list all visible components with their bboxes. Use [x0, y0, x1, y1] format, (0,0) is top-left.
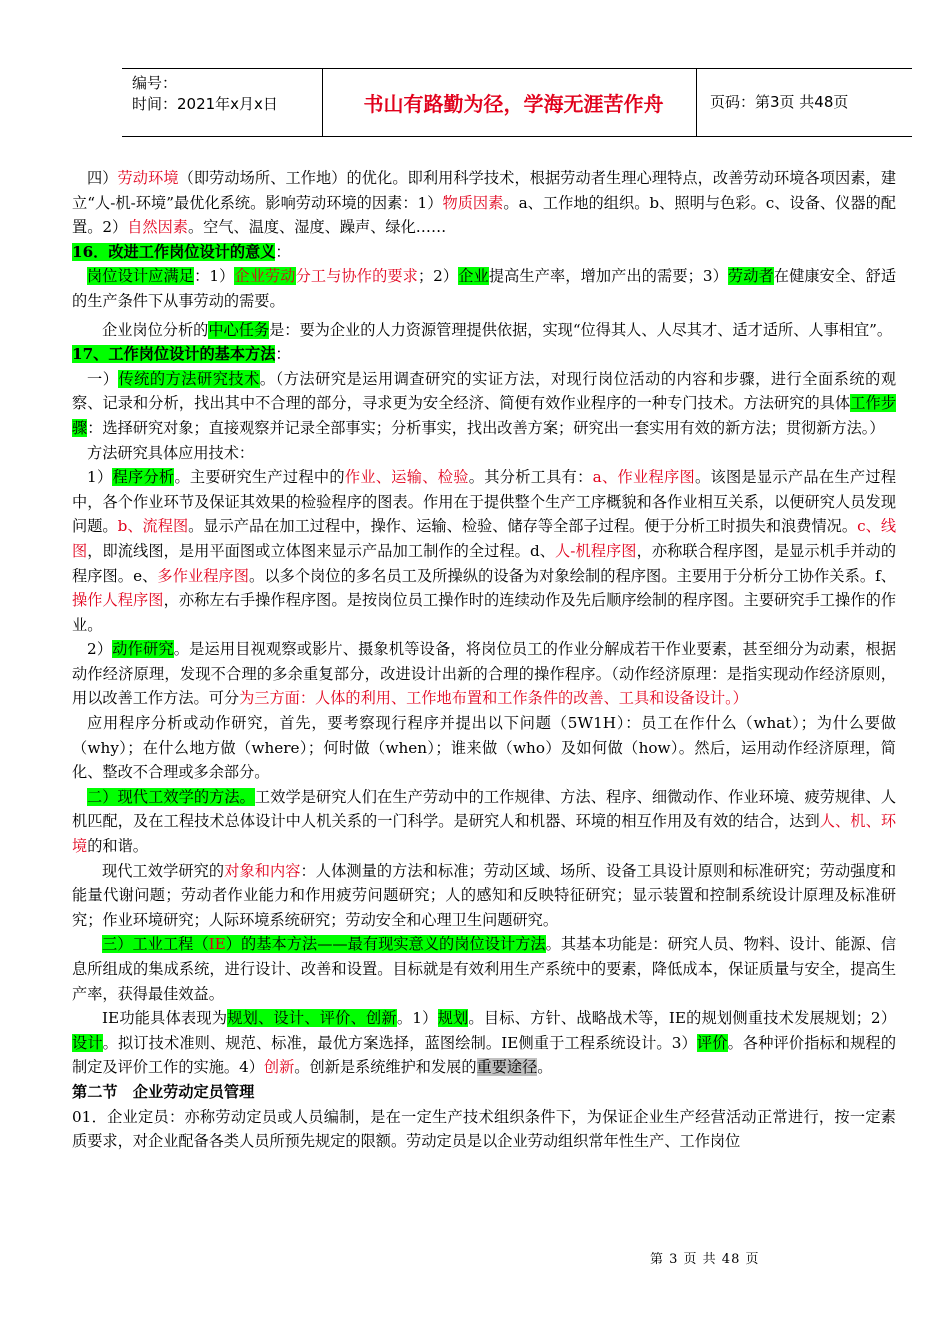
paragraph-work-environment: 四）劳动环境（即劳动场所、工作地）的优化。即利用科学技术，根据劳动者生理心理特点，改善劳动环境各项因素，建立“人-机-环境”最优化系统。影响劳动环境的因素：1）物质因素。a、工作地的组织。b、照明与色彩。c、设备、仪器的配置。2）自然因素。空气、温度、湿度、躁声、绿化…… [72, 169, 896, 237]
header-page-info: 页码：第3页 共48页 [710, 93, 849, 111]
paragraph-core-task: 企业岗位分析的中心任务是：要为企业的人力资源管理提供依据，实现“位得其人、人尽其才、适才适所、人事相宜”。 [102, 320, 893, 339]
paragraph-motion-study: 2）动作研究。是运用目视观察或影片、摄象机等设备，将岗位员工的作业分解成若干作业要素，甚至细分为动素，根据动作经济原理，发现不合理的多余重复部分，改进设计出新的合理的操作程序。（动作经济原理：是指实现动作经济原则，用以改善工作方法。可分为三方面：人体的利用、工作地布置和工作条件的改善、工具和设备设计。） [72, 640, 897, 708]
paragraph-ergonomics: 二）现代工效学的方法。工效学是研究人们在生产劳动中的工作规律、方法、程序、细微动作、作业环境、疲劳规律、人机匹配，及在工程技术总体设计中人机关系的一门科学。是研究人和机器、环境的相互作用及有效的结合，达到人、机、环境的和谐。 [72, 787, 897, 856]
page-header [122, 68, 912, 137]
page-footer: 第 3 页 共 48 页 [650, 1252, 760, 1267]
section-heading: 第二节 企业劳动定员管理 [72, 1082, 255, 1101]
header-divider-right [696, 69, 697, 136]
paragraph-traditional-method: 一）传统的方法研究技术。（方法研究是运用调查研究的实证方法，对现行岗位活动的内容和步骤，进行全面系统的观察、记录和分析，找出其中不合理的部分，寻求更为安全经济、简便有效作业程序的一种专门技术。方法研究的具体工作步骤：选择研究对象；直接观察并记录全部事实；分析事实，找出改善方案；研究出一套实用有效的新方法；贯彻新方法。） [72, 369, 897, 437]
time-label: 时间：2021年x月x日 [132, 95, 278, 113]
number-label: 编号： [132, 74, 178, 92]
document-body [72, 166, 896, 1154]
paragraph-design-requirements: 岗位设计应满足：1）企业劳动分工与协作的要求；2）企业提高生产率，增加产出的需要；3）劳动者在健康安全、舒适的生产条件下从事劳动的需要。 [72, 267, 897, 310]
paragraph-5w1h: 应用程序分析或动作研究，首先，要考察现行程序并提出以下问题（5W1H）：员工在作什么（what）；为什么要做（why）；在什么地方做（where）；何时做（when）；谁来做（who）及如何做（how）。然后，运用动作经济原理，简化、整改不合理或多余部分。 [72, 714, 896, 782]
paragraph-applied-techniques: 方法研究具体应用技术： [87, 443, 255, 462]
paragraph-process-analysis: 1）程序分析。主要研究生产过程中的作业、运输、检验。其分析工具有：a、作业程序图。该图是显示产品在生产过程中，各个作业环节及保证其效果的检验程序的图表。作用在于提供整个生产工序概貌和各作业相互关系，以便研究人员发现问题。b、流程图。显示产品在加工过程中，操作、运输、检验、储存等全部子过程。便于分析工时损失和浪费情况。c、线图，即流线图，是用平面图或立体图来显示产品加工制作的全过程。d、人-机程序图，亦称联合程序图，是显示机手并动的程序图。e、多作业程序图。以多个岗位的多名员工及所操纵的设备为对象绘制的程序图。主要用于分析分工协作关系。f、操作人程序图，亦称左右手操作程序图。是按岗位员工操作时的连续动作及先后顺序绘制的程序图。主要研究手工操作的作业。 [72, 468, 897, 634]
paragraph-ergonomics-content: 现代工效学研究的对象和内容：人体测量的方法和标准；劳动区域、场所、设备工具设计原则和标准研究；劳动强度和能量代谢问题；劳动者作业能力和作用疲劳问题研究；人的感知和反映特征研究；显示装置和控制系统设计原理及标准研究；作业环境研究；人际环境系统研究；劳动安全和心理卫生问题研究。 [72, 861, 897, 929]
heading-16: 16．改进工作岗位设计的意义： [72, 242, 291, 261]
paragraph-staffing: 01．企业定员：亦称劳动定员或人员编制，是在一定生产技术组织条件下，为保证企业生产经营活动正常进行，按一定素质要求，对企业配备各类人员所预先规定的限额。劳动定员是以企业劳动组织常年性生产、工作岗位 [72, 1107, 896, 1151]
heading-17: 17、工作岗位设计的基本方法： [72, 345, 291, 364]
header-motto: 书山有路勤为径，学海无涯苦作舟 [363, 92, 664, 116]
paragraph-ie-functions: IE功能具体表现为规划、设计、评价、创新。1）规划。目标、方针、战略战术等，IE的规划侧重技术发展规划；2）设计。拟订技术准则、规范、标准，最优方案选择，蓝图绘制。IE侧重于工程系统设计。3）评价。各种评价指标和规程的制定及评价工作的实施。4）创新。创新是系统维护和发展的重要途径。 [72, 1009, 897, 1077]
paragraph-industrial-engineering: 三）工业工程（IE）的基本方法——最有现实意义的岗位设计方法。其基本功能是：研究人员、物料、设计、能源、信息所组成的集成系统，进行设计、改善和设置。目标就是有效利用生产系统中的要素，降低成本，保证质量与安全，提高生产率，获得最佳效益。 [72, 935, 896, 1003]
header-meta [132, 73, 278, 115]
header-divider-left [322, 69, 323, 136]
